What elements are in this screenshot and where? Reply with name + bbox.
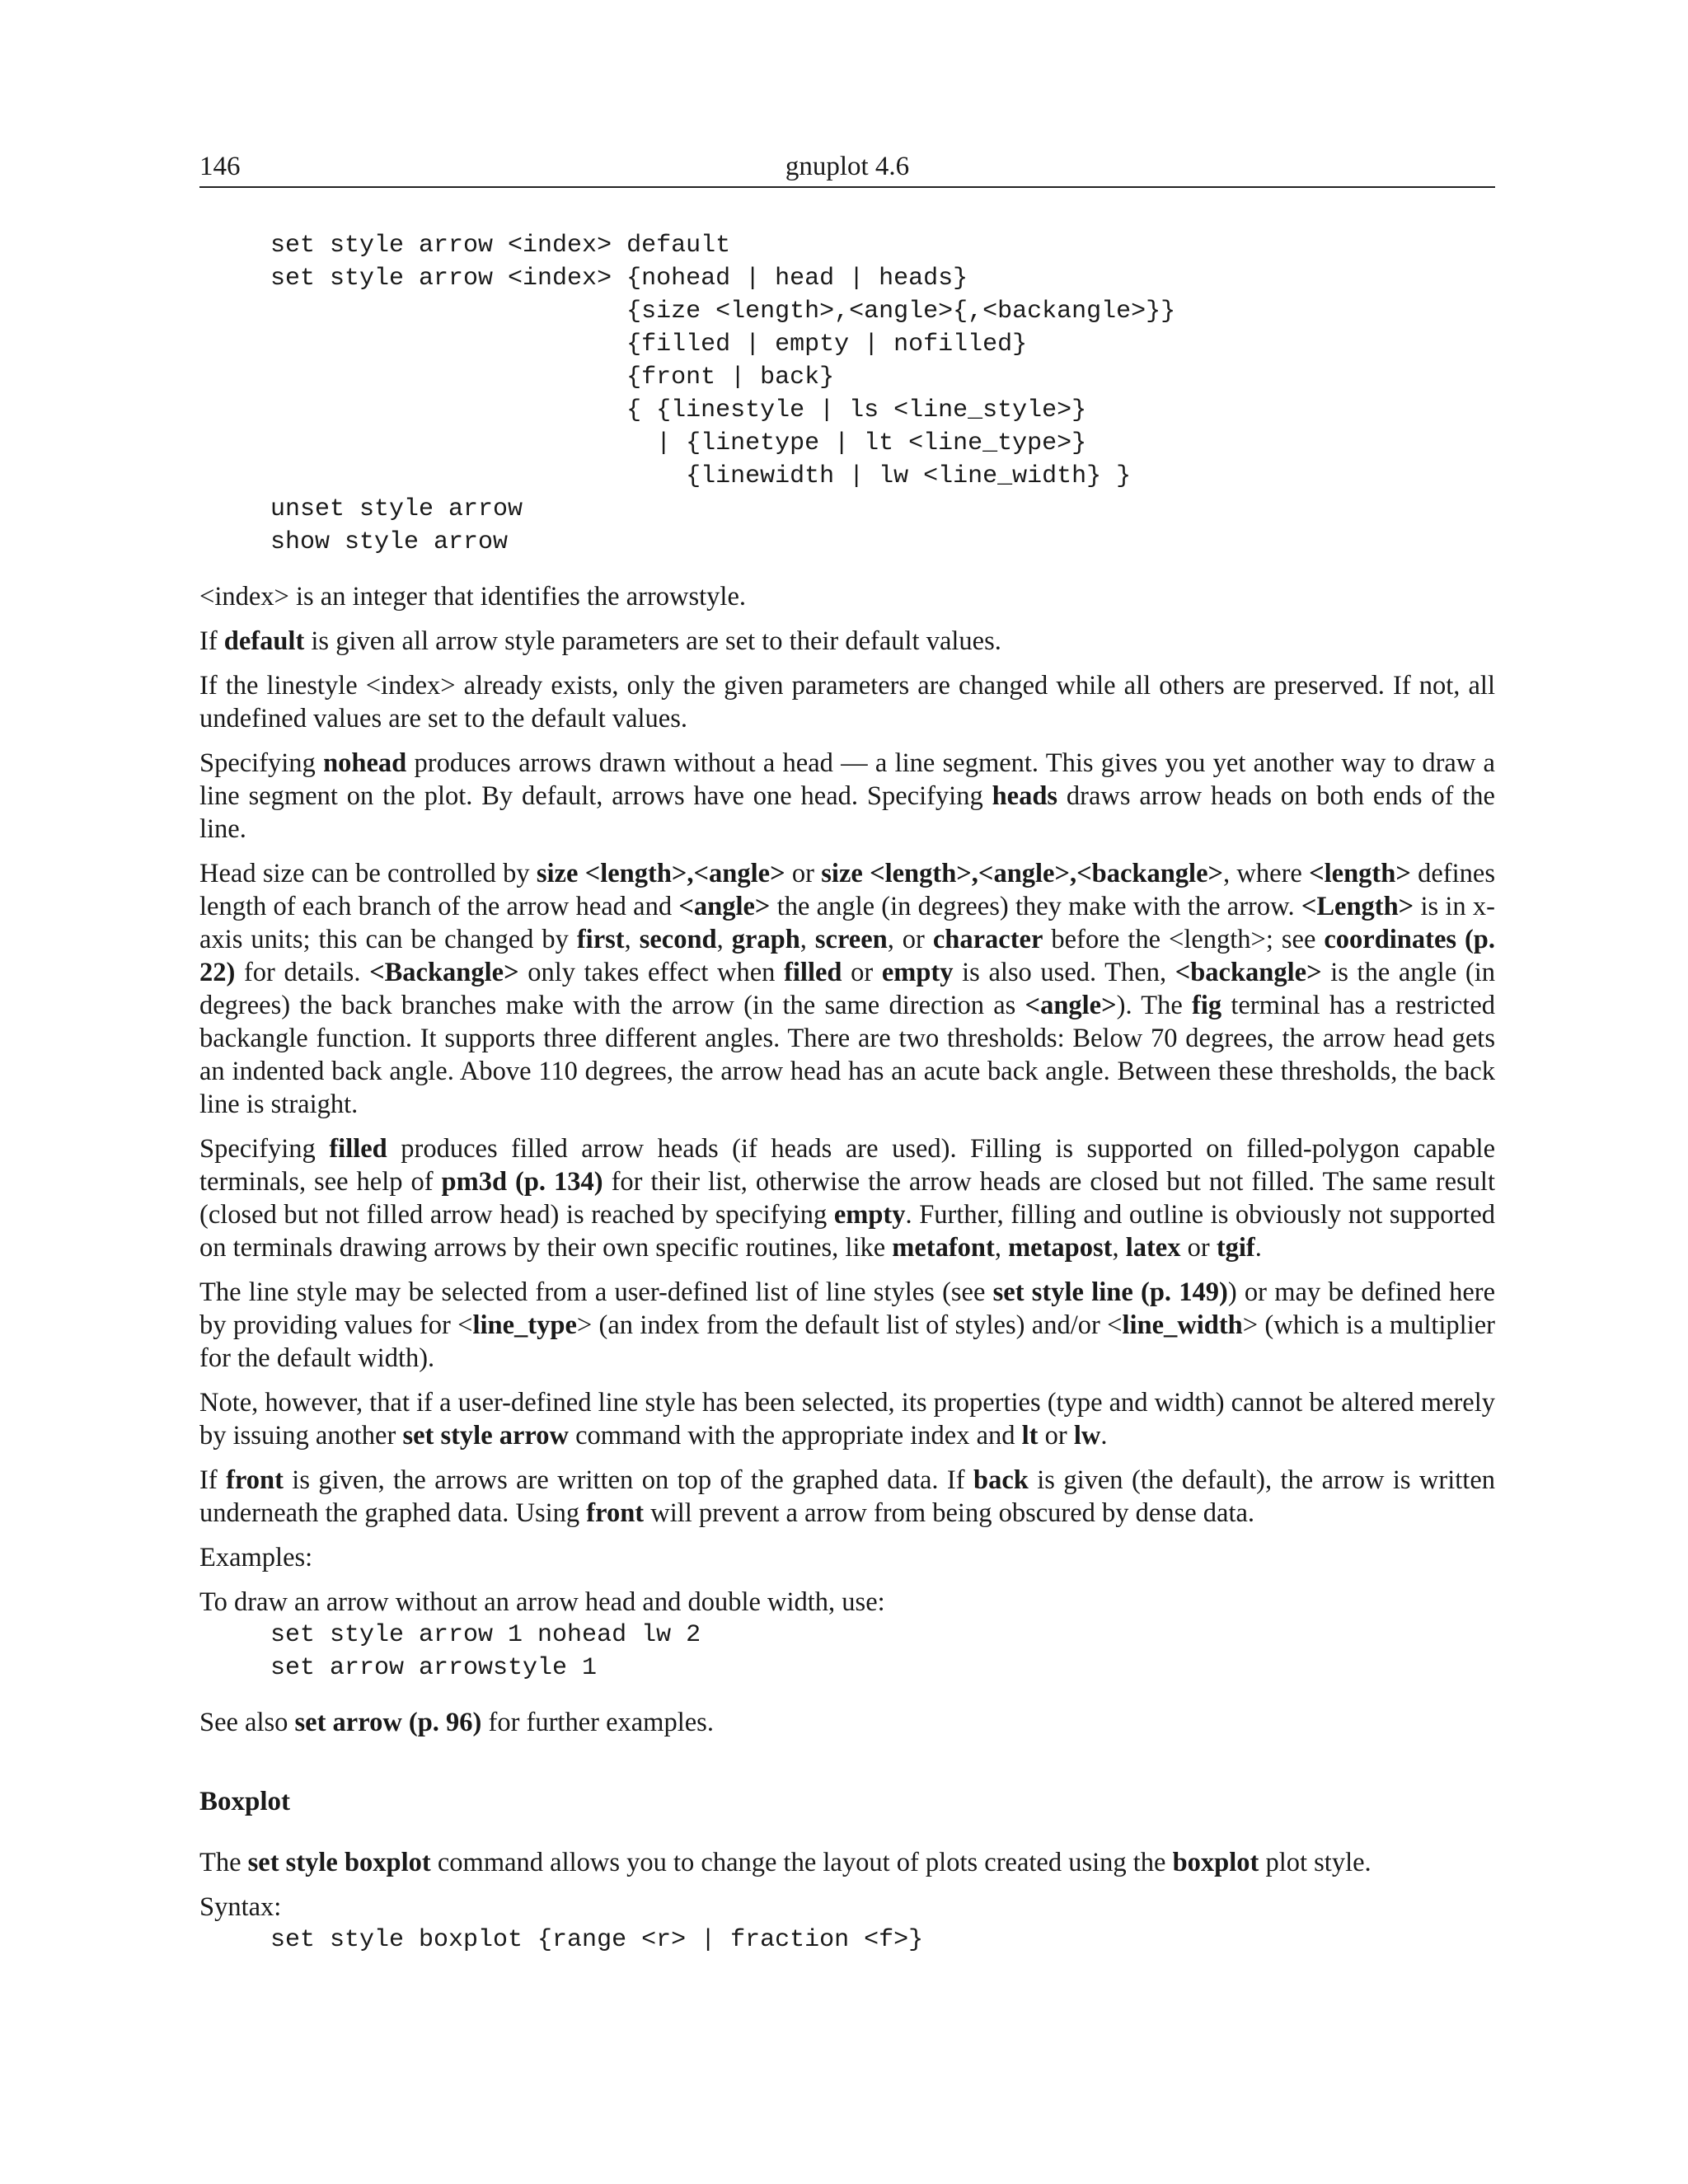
paragraph-see-also: See also set arrow (p. 96) for further examples. xyxy=(199,1708,714,1737)
link-set-style-line[interactable]: set style line (p. 149) xyxy=(992,1277,1228,1307)
paragraph-front-back: If front is given, the arrows are written on top of the graphed data. If back is given (the default), the arrow is written underneath the graphed data. Using front will prevent a arrow from being obscured by dense data. xyxy=(199,1465,1495,1528)
paragraph-boxplot: The set style boxplot command allows you to change the layout of plots created using the boxplot plot style. xyxy=(199,1848,1372,1877)
paragraph-index: <index> is an integer that identifies the arrowstyle. xyxy=(199,582,746,612)
example-code-block: set style arrow 1 nohead lw 2 set arrow arrowstyle 1 xyxy=(270,1621,701,1682)
syntax-code-block: set style arrow <index> default set style arrow <index> {nohead | head | heads} {size <length>,<angle>{,<backangle>}} {filled | empty | nofilled} {front | back} { {linestyle | ls <line_style>} | {linetype | lt <line_type>} {linewidth | lw <line_width} } unset style arrow show style arrow xyxy=(270,232,1176,556)
page-body xyxy=(199,229,1495,1957)
link-set-arrow[interactable]: set arrow (p. 96) xyxy=(294,1708,482,1737)
section-heading-boxplot: Boxplot xyxy=(199,1787,291,1816)
paragraph-linestyle: If the linestyle <index> already exists, only the given parameters are changed while all others are preserved. If not, all undefined values are set to the default values. xyxy=(199,671,1495,733)
paragraph-examples-label: Examples: xyxy=(199,1543,313,1572)
running-title: gnuplot 4.6 xyxy=(785,152,910,181)
link-coordinates[interactable]: coordinates (p. 22) xyxy=(199,925,1496,987)
paragraph-filled: Specifying filled produces filled arrow heads (if heads are used). Filling is supported on filled-polygon capable terminals, see help of pm3d (p. 134) for their list, otherwise the arrow heads are closed but not filled. The same result (closed but not filled arrow head) is reached by specifying empty. Further, filling and outline is obviously not supported on terminals drawing arrows by their own specific routines, like metafont, metapost, latex or tgif. xyxy=(199,1134,1496,1263)
paragraph-line-style-selection: The line style may be selected from a user-defined list of line styles (see set style line (p. 149)) or may be defined here by providing values for <line_type> (an index from the default list of styles) and/or <line_width> (which is a multiplier for the default width). xyxy=(199,1277,1495,1373)
page-header xyxy=(199,148,1495,188)
link-pm3d[interactable]: pm3d (p. 134) xyxy=(441,1167,603,1197)
paragraph-syntax-label: Syntax: xyxy=(199,1892,282,1922)
boxplot-code-block: set style boxplot {range <r> | fraction <f>} xyxy=(270,1926,924,1954)
paragraph-note: Note, however, that if a user-defined line style has been selected, its properties (type and width) cannot be altered merely by issuing another set style arrow command with the appropriate index and lt or lw. xyxy=(199,1388,1495,1451)
paragraph-head-size: Head size can be controlled by size <length>,<angle> or size <length>,<angle>,<backangle>, where <length> defines length of each branch of the arrow head and <angle> the angle (in degrees) they make with the arrow. <Length> is in x-axis units; this can be changed by first, second, graph, screen, or character before the <length>; see coordinates (p. 22) for details. <Backangle> only takes effect when filled or empty is also used. Then, <backangle> is the angle (in degrees) the back branches make with the arrow (in the same direction as <angle>). The fig terminal has a restricted backangle function. It supports three different angles. There are two thresholds: Below 70 degrees, the arrow head gets an indented back angle. Above 110 degrees, the arrow head has an acute back angle. Between these thresholds, the back line is straight. xyxy=(199,859,1496,1119)
paragraph-default: If default is given all arrow style parameters are set to their default values. xyxy=(199,626,1001,656)
paragraph-nohead: Specifying nohead produces arrows drawn without a head — a line segment. This gives you yet another way to draw a line segment on the plot. By default, arrows have one head. Specifying heads draws arrow heads on both ends of the line. xyxy=(199,748,1495,844)
page-number: 146 xyxy=(199,152,241,181)
paragraph-to-draw: To draw an arrow without an arrow head and double width, use: xyxy=(199,1587,885,1617)
